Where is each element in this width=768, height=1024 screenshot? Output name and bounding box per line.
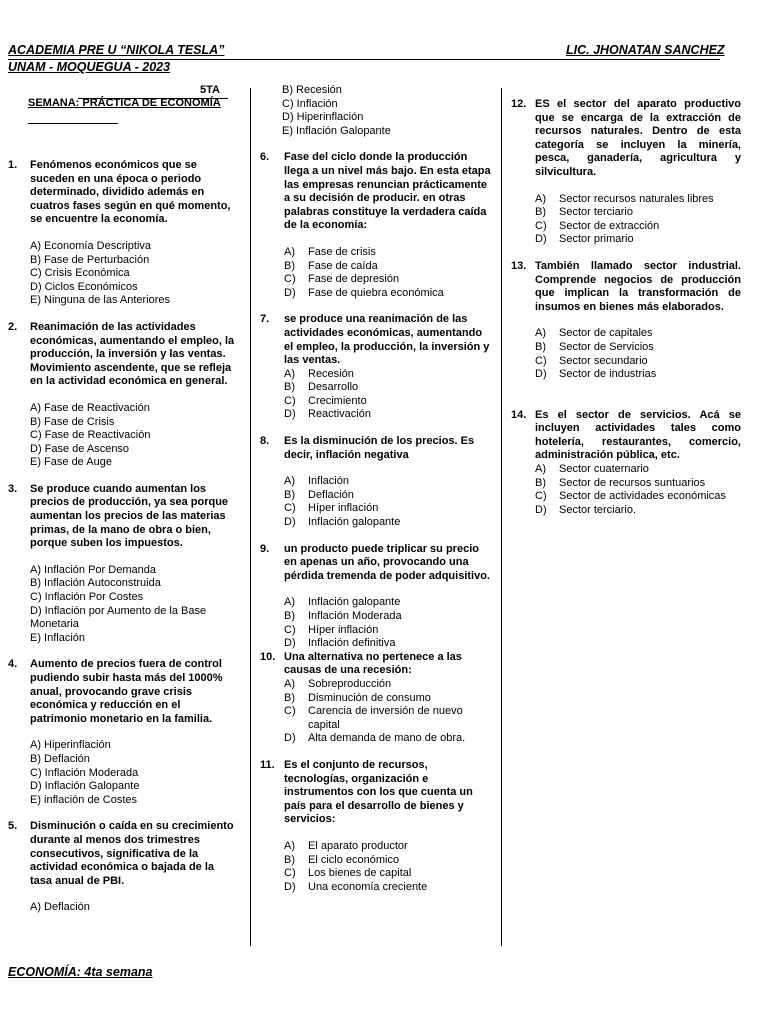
question-item [260, 651, 492, 746]
option-text: Sector de actividades económicas [559, 490, 726, 503]
option-text: Sector de recursos suntuarios [559, 476, 706, 489]
question-item [511, 409, 741, 518]
option-letter: D) [284, 880, 296, 893]
option-item [30, 429, 238, 443]
option-item [284, 489, 492, 503]
option-text: E) Inflación Galopante [282, 124, 391, 137]
option-text: C) Inflación Por Costes [30, 591, 144, 604]
option-text: Sobreproducción [308, 677, 392, 690]
option-item [282, 84, 492, 98]
option-text: Inflación galopante [308, 596, 401, 609]
option-letter: D) [284, 408, 296, 421]
option-letter: B) [284, 259, 295, 272]
option-list [30, 402, 238, 470]
option-text: A) Deflación [30, 901, 90, 914]
question-text: Es la disminución de los precios. Es decir, inflación negativa [284, 435, 475, 461]
option-item [284, 596, 492, 610]
option-item [30, 267, 238, 281]
option-text: B) Deflación [30, 752, 90, 765]
option-item [30, 577, 238, 591]
grade-label: 5TA [78, 84, 228, 99]
option-letter: C) [535, 354, 547, 367]
option-text: Inflación definitiva [308, 637, 396, 650]
option-item [30, 901, 238, 915]
option-text: D) Inflación por Aumento de la Base Monetaria [30, 604, 207, 631]
option-item [30, 605, 238, 632]
column-divider-2 [501, 88, 502, 946]
question-text: Se produce cuando aumentan los precios de producción, ya sea porque aumentan los precios de las materias primas, de la mano de obra o bien, porque suben los impuestos. [30, 482, 229, 550]
option-item [284, 260, 492, 274]
question-text: Es el sector de servicios. Acá se incluyen actividades tales como hotelería, restaurantes, comercio, administración pública, etc. [535, 408, 741, 462]
option-item [284, 516, 492, 530]
option-letter: C) [284, 394, 296, 407]
option-list [284, 596, 492, 650]
option-item [284, 881, 492, 895]
option-item [284, 408, 492, 422]
option-letter: A) [284, 677, 295, 690]
question-item [8, 159, 238, 308]
option-item [284, 246, 492, 260]
blank-line [28, 123, 118, 124]
option-text: C) Crisis Económica [30, 267, 130, 280]
option-letter: A) [284, 839, 295, 852]
question-item [260, 543, 492, 651]
option-item [535, 504, 741, 518]
question-number: 5. [8, 820, 18, 833]
option-list [284, 475, 492, 529]
option-text: B) Inflación Autoconstruida [30, 577, 161, 590]
question-body [284, 651, 492, 746]
option-item [535, 463, 741, 477]
question-item [260, 435, 492, 530]
option-letter: B) [284, 691, 295, 704]
option-text: E) Ninguna de las Anteriores [30, 294, 171, 307]
option-letter: D) [535, 503, 547, 516]
option-letter: B) [535, 206, 546, 219]
question-body [284, 313, 492, 422]
option-item [535, 233, 741, 247]
question-text: Reanimación de las actividades económicas, aumentando el empleo, la producción, la inversión y las ventas. Movimiento ascendente, que se refleja en la actividad económica en general. [30, 320, 235, 388]
option-text: C) Inflación [282, 97, 338, 110]
option-item [284, 475, 492, 489]
week-title: SEMANA: PRÁCTICA DE ECONOMÍA [28, 97, 221, 109]
option-item [284, 867, 492, 881]
option-list [284, 246, 492, 300]
option-letter: C) [535, 219, 547, 232]
option-text: Recesión [308, 367, 354, 380]
question-text: un producto puede triplicar su precio en apenas un año, provocando una pérdida tremenda de poder adquisitivo. [284, 542, 490, 582]
question-number: 3. [8, 482, 18, 495]
option-item [284, 502, 492, 516]
option-list [284, 840, 492, 894]
option-letter: D) [535, 233, 547, 246]
option-item [30, 564, 238, 578]
option-item [30, 294, 238, 308]
question-body [284, 543, 492, 651]
option-item [535, 368, 741, 382]
option-text: Sector de capitales [559, 327, 653, 340]
option-letter: D) [284, 286, 296, 299]
question-number: 8. [260, 435, 270, 448]
option-item [30, 794, 238, 808]
option-text: B) Recesión [282, 84, 342, 96]
option-text: Alta demanda de mano de obra. [308, 732, 466, 745]
option-text: Híper inflación [308, 623, 379, 636]
question-body [284, 435, 492, 530]
option-text: D) Inflación Galopante [30, 780, 140, 793]
option-letter: A) [284, 596, 295, 609]
question-text: Aumento de precios fuera de control pudiendo subir hasta más del 1000% anual, provocando grave crisis económica y reducción en el patrimonio monetario en la familia. [30, 658, 223, 725]
option-item [30, 739, 238, 753]
option-letter: C) [284, 867, 296, 880]
option-item [30, 632, 238, 646]
option-text: Sector secundario [559, 354, 648, 367]
option-text: Sector de Servicios [559, 340, 654, 353]
question-number: 6. [260, 151, 270, 164]
option-item [30, 780, 238, 794]
option-text: C) Inflación Moderada [30, 766, 139, 779]
option-list [30, 240, 238, 308]
option-text: Carencia de inversión de nuevo capital [308, 705, 463, 731]
question-number: 10. [260, 650, 276, 663]
option-text: Fase de depresión [308, 273, 400, 286]
question-text: Es el conjunto de recursos, tecnologías, organización e instrumentos con los que cuenta un país para el desarrollo de bienes y servicios: [284, 758, 473, 826]
option-item [284, 705, 492, 732]
option-text: Inflación [308, 475, 349, 488]
question-item [8, 483, 238, 646]
option-item [284, 610, 492, 624]
option-text: Híper inflación [308, 502, 379, 515]
option-text: E) Fase de Auge [30, 456, 112, 469]
column-2 [260, 84, 492, 894]
option-letter: B) [284, 610, 295, 622]
option-text: Sector recursos naturales libres [559, 192, 714, 205]
question-text: También llamado sector industrial. Comprende negocios de producción que implican la transformación de insumos en bienes más elaborados. [535, 259, 741, 313]
option-item [535, 193, 741, 207]
option-text: Reactivación [308, 408, 371, 421]
question-list-col1 [8, 159, 238, 915]
question-item [260, 759, 492, 894]
question-body [30, 483, 238, 646]
option-text: Fase de crisis [308, 245, 376, 258]
option-text: Desarrollo [308, 381, 359, 394]
question-text: Disminución o caída en su crecimiento durante al menos dos trimestres consecutivos, significativa de la actividad económica o bajada de la tasa anual de PBI. [30, 820, 234, 887]
option-text: Sector de extracción [559, 219, 660, 232]
option-item [30, 402, 238, 416]
question-item [8, 820, 238, 915]
option-text: D) Ciclos Económicos [30, 280, 138, 293]
option-letter: C) [284, 705, 296, 718]
option-letter: B) [535, 476, 546, 489]
option-text: Una economía creciente [308, 880, 428, 893]
option-text: Disminución de consumo [308, 691, 431, 704]
option-item [284, 692, 492, 706]
option-text: Crecimiento [308, 394, 367, 407]
option-text: Fase de quiebra económica [308, 286, 444, 299]
question-number: 4. [8, 658, 18, 671]
option-letter: A) [284, 245, 295, 258]
option-text: B) Fase de Crisis [30, 415, 115, 428]
option-letter: C) [535, 490, 547, 503]
column-1 [8, 84, 238, 928]
question-number: 1. [8, 159, 18, 171]
question-body [30, 159, 238, 308]
option-item [284, 624, 492, 638]
option-letter: B) [284, 853, 295, 866]
option-text: Sector de industrias [559, 368, 657, 381]
question-number: 11. [260, 758, 275, 771]
option-list [30, 564, 238, 646]
option-text: Sector terciario. [559, 503, 637, 516]
option-text: El aparato productor [308, 839, 408, 852]
option-text: A) Economía Descriptiva [30, 239, 152, 252]
option-text: A) Fase de Reactivación [30, 401, 150, 414]
option-list [284, 678, 492, 746]
option-letter: B) [284, 381, 295, 394]
option-item [30, 753, 238, 767]
academy-title: ACADEMIA PRE U “NIKOLA TESLA” [8, 43, 225, 57]
question-body [535, 260, 741, 382]
question-list-col3 [511, 98, 741, 517]
option-letter: D) [284, 637, 296, 650]
option-item [284, 637, 492, 651]
option-letter: A) [284, 475, 295, 488]
question-item [511, 260, 741, 382]
question-body [30, 658, 238, 807]
option-item [284, 381, 492, 395]
option-item [282, 111, 492, 125]
option-letter: C) [284, 623, 296, 636]
option-item [284, 368, 492, 382]
question-number: 12. [511, 98, 527, 110]
question-body [284, 151, 492, 300]
teacher-name: LIC. JHONATAN SANCHEZ [566, 43, 725, 57]
option-list [535, 463, 741, 517]
question-body [535, 409, 741, 518]
option-text: Deflación [308, 488, 354, 501]
question-item [8, 658, 238, 807]
option-letter: A) [284, 367, 295, 380]
option-text: B) Fase de Perturbación [30, 253, 150, 266]
option-text: D) Fase de Ascenso [30, 442, 130, 455]
option-item [535, 490, 741, 504]
option-list [535, 327, 741, 381]
option-letter: B) [535, 340, 546, 353]
option-item [30, 254, 238, 268]
option-text: Sector terciario [559, 206, 633, 219]
option-item [535, 355, 741, 369]
option-item [282, 98, 492, 112]
option-list [535, 193, 741, 247]
option-text: A) Inflación Por Demanda [30, 563, 156, 576]
option-item [284, 732, 492, 746]
option-letter: C) [284, 273, 296, 286]
option-letter: C) [284, 502, 296, 515]
question-text: Fase del ciclo donde la producción llega a un nivel más bajo. En esta etapa las empresas renuncian prácticamente a su decisión de producir. en otras palabras constituye la verdadera caída de la economía: [284, 151, 491, 232]
option-item [535, 220, 741, 234]
intro-block [8, 84, 238, 142]
option-item [535, 341, 741, 355]
question-text: Una alternativa no pertenece a las causas de una recesión: [284, 650, 462, 677]
option-item [30, 443, 238, 457]
option-letter: A) [535, 327, 546, 340]
column-divider-1 [250, 88, 251, 946]
option-item [30, 240, 238, 254]
option-text: Inflación galopante [308, 516, 401, 529]
option-item [284, 854, 492, 868]
option-item [284, 840, 492, 854]
option-list [30, 739, 238, 807]
option-item [30, 767, 238, 781]
option-item [535, 327, 741, 341]
option-text: Los bienes de capital [308, 867, 412, 880]
question-text: Fenómenos económicos que se suceden en una época o periodo determinado, dividido además en cuatros fases según en qué momento, se encuentre la economía. [30, 159, 231, 226]
option-letter: D) [284, 732, 296, 745]
question-number: 7. [260, 313, 270, 326]
option-letter: D) [284, 516, 296, 529]
option-item [282, 125, 492, 139]
question-number: 13. [511, 259, 527, 272]
option-text: Fase de caída [308, 259, 378, 272]
question-item [260, 151, 492, 300]
option-letter: A) [535, 463, 546, 476]
question-item [511, 98, 741, 247]
footer-title: ECONOMÍA: 4ta semana [8, 965, 153, 979]
option-item [284, 287, 492, 301]
option-list-continued [282, 84, 492, 138]
question-body [535, 98, 741, 247]
option-item [30, 416, 238, 430]
option-text: D) Hiperinflación [282, 111, 364, 124]
option-item [535, 206, 741, 220]
question-body [284, 759, 492, 894]
question-text: se produce una reanimación de las actividades económicas, aumentando el empleo, la producción, la inversión y las ventas. [284, 313, 490, 367]
option-list [284, 368, 492, 422]
question-body [30, 321, 238, 470]
question-number: 9. [260, 542, 270, 555]
option-item [284, 395, 492, 409]
option-text: Sector primario [559, 233, 634, 246]
question-number: 14. [511, 408, 527, 421]
option-item [30, 591, 238, 605]
option-text: A) Hiperinflación [30, 739, 111, 752]
option-text: El ciclo económico [308, 853, 400, 866]
option-item [535, 477, 741, 491]
option-text: Inflación Moderada [308, 610, 402, 622]
option-text: E) Inflación [30, 631, 86, 644]
option-text: C) Fase de Reactivación [30, 429, 151, 442]
question-body [30, 820, 238, 915]
option-letter: D) [535, 368, 547, 381]
question-list-col2 [260, 84, 492, 894]
option-text: E) inflación de Costes [30, 793, 137, 806]
option-text: Sector cuaternario [559, 463, 649, 476]
option-letter: A) [535, 192, 546, 205]
option-item [30, 456, 238, 470]
question-item [260, 313, 492, 422]
option-item [30, 281, 238, 295]
question-number: 2. [8, 320, 18, 333]
option-item [284, 678, 492, 692]
column-3 [511, 98, 741, 517]
question-item [8, 321, 238, 470]
option-letter: B) [284, 488, 295, 501]
option-item [284, 273, 492, 287]
location-year: UNAM - MOQUEGUA - 2023 [8, 60, 171, 74]
question-text: ES el sector del aparato productivo que se encarga de la extracción de recursos naturales. Dentro de esta categoría se incluyen la minería, pesca, ganadería, agricultura y silvicultura. [535, 98, 741, 178]
